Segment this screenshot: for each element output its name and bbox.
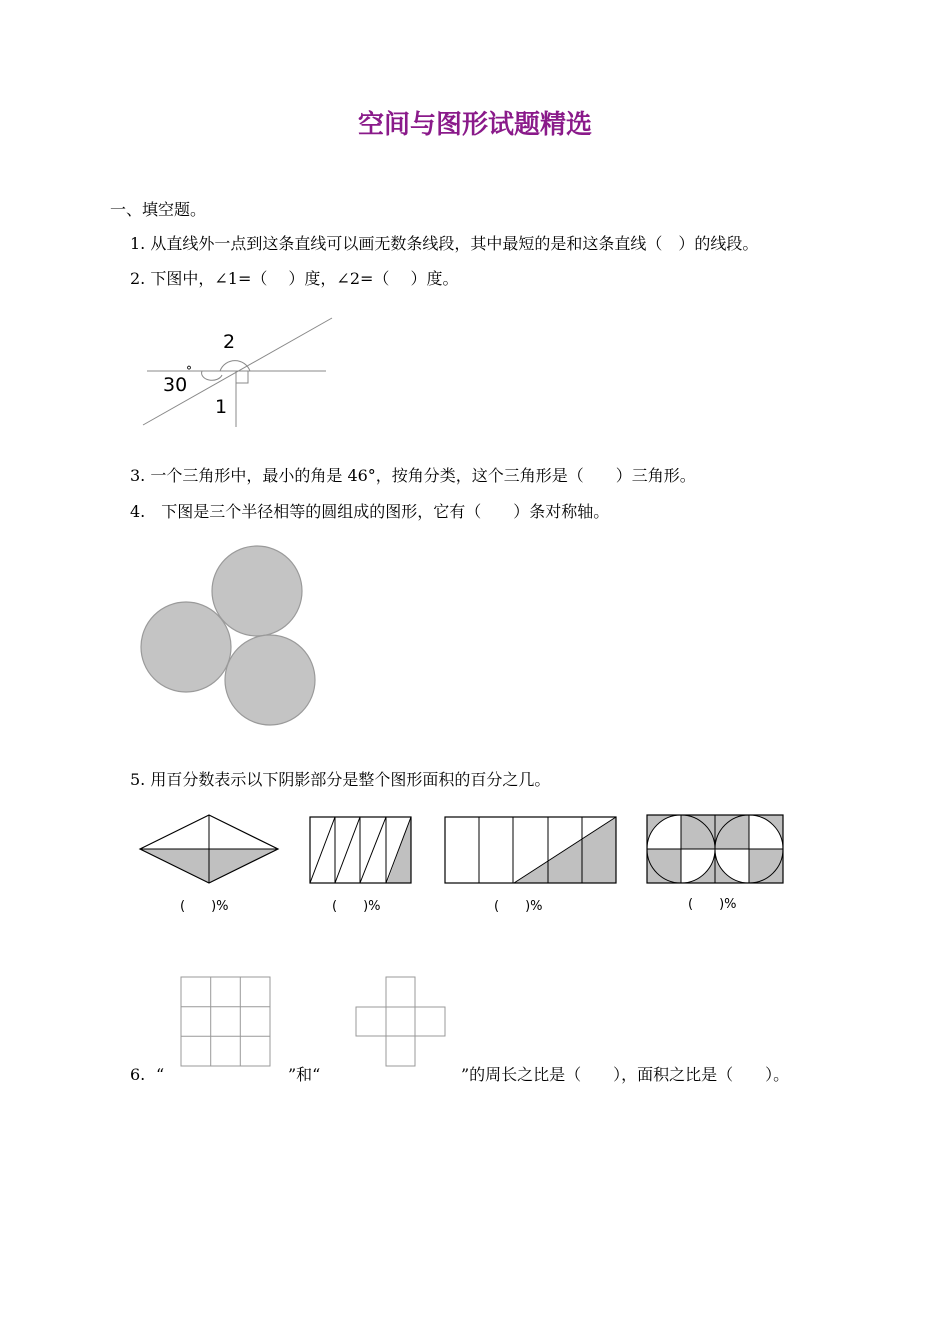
cross-shape-figure xyxy=(355,976,447,1068)
columns-triangle-figure xyxy=(444,815,618,885)
square-grid-figure xyxy=(180,976,272,1068)
caption-c: ( )% xyxy=(494,899,543,914)
question-5: 5. 用百分数表示以下阴影部分是整个图形面积的百分之几。 xyxy=(130,770,551,789)
section-heading: 一、填空题。 xyxy=(110,200,207,219)
angle-label-30: 30 xyxy=(163,374,188,396)
question-4: 4. 下图是三个半径相等的圆组成的图形，它有（ ）条对称轴。 xyxy=(130,502,610,521)
question-6-and: ”和“ xyxy=(288,1065,321,1084)
circles-grid-figure xyxy=(645,813,785,885)
degree-mark: ° xyxy=(186,364,192,378)
caption-d: ( )% xyxy=(688,897,737,912)
question-1: 1. 从直线外一点到这条直线可以画无数条线段，其中最短的是和这条直线（ ）的线段。 xyxy=(130,234,759,253)
rhombus-figure xyxy=(138,813,280,885)
angle-figure xyxy=(140,315,340,430)
question-2: 2. 下图中，∠1=（ ）度，∠2=（ ）度。 xyxy=(130,269,459,288)
question-6-number: 6. xyxy=(130,1065,146,1084)
angle-label-2: 2 xyxy=(223,331,236,353)
striped-rectangle-figure xyxy=(309,815,413,885)
page-title: 空间与图形试题精选 xyxy=(357,110,592,140)
question-6-rest: ”的周长之比是（ ），面积之比是（ ）。 xyxy=(461,1065,790,1084)
caption-a: ( )% xyxy=(180,899,229,914)
caption-b: ( )% xyxy=(332,899,381,914)
three-circles-figure xyxy=(135,540,325,730)
angle-label-1: 1 xyxy=(215,396,228,418)
question-3: 3. 一个三角形中，最小的角是 46°，按角分类，这个三角形是（ ）三角形。 xyxy=(130,466,696,485)
question-6-open-quote: “ xyxy=(156,1065,165,1084)
